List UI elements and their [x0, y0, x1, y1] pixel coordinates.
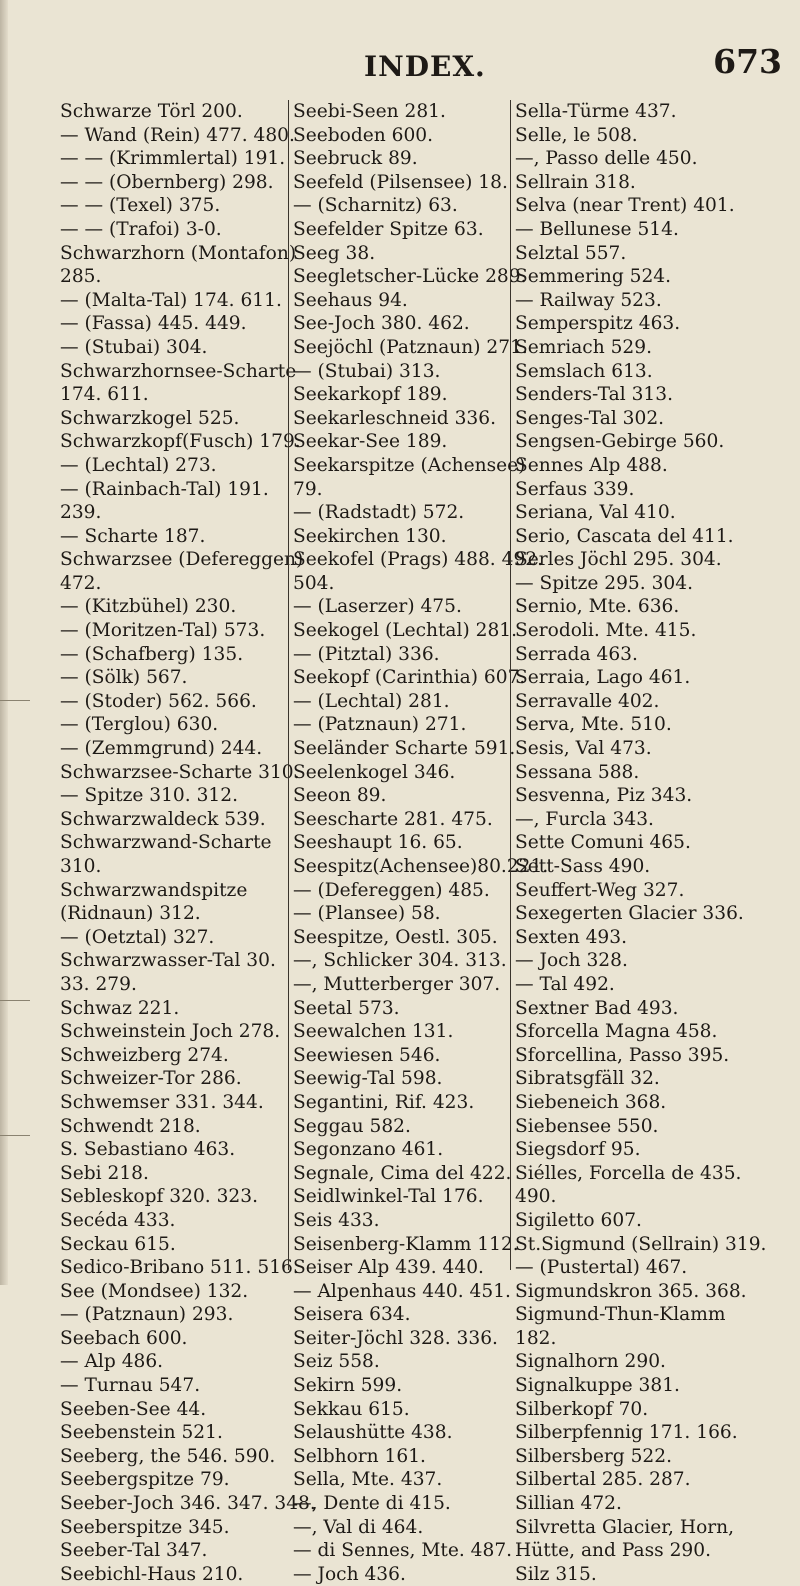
index-entry: Seewalchen 131. — [293, 1021, 454, 1043]
index-entry: —, Schlicker 304. 313. — [293, 950, 507, 972]
index-entry: Seisera 634. — [293, 1304, 411, 1326]
index-entry: —, Dente di 415. — [293, 1493, 451, 1515]
index-entry: Serraia, Lago 461. — [515, 667, 691, 689]
index-entry: Silz 315. — [515, 1563, 597, 1585]
index-entry: Seespitze, Oestl. 305. — [293, 926, 498, 948]
index-entry: — Bellunese 514. — [515, 218, 679, 240]
index-entry: Serio, Cascata del 411. — [515, 525, 734, 547]
index-entry: Selbhorn 161. — [293, 1445, 426, 1467]
index-entry: — — (Texel) 375. — [60, 195, 221, 217]
index-entry: Semslach 613. — [515, 360, 653, 382]
index-entry: Seebichl-Haus 210. — [60, 1563, 244, 1585]
index-entry: Seiser Alp 439. 440. — [293, 1257, 484, 1279]
index-entry: — (Plansee) 58. — [293, 903, 441, 925]
index-entry: 33. 279. — [60, 973, 137, 995]
index-entry: Seegletscher-Lücke 289. — [293, 266, 527, 288]
index-entry: Sekirn 599. — [293, 1375, 403, 1397]
index-entry: Schwarzhornsee-Scharte — [60, 360, 297, 382]
index-entry: Seeshaupt 16. 65. — [293, 832, 463, 854]
index-entry: — (Patznaun) 271. — [293, 714, 467, 736]
index-entry: — Spitze 295. 304. — [515, 572, 693, 594]
index-entry: — Turnau 547. — [60, 1375, 201, 1397]
index-entry: Selva (near Trent) 401. — [515, 195, 735, 217]
index-entry: Seebergspitze 79. — [60, 1469, 230, 1491]
index-entry: — (Pustertal) 467. — [515, 1257, 688, 1279]
margin-mark — [0, 700, 30, 701]
index-entry: —, Passo delle 450. — [515, 148, 698, 170]
index-entry: Schwarzsee (Defereggen) — [60, 549, 304, 571]
index-entry: Sedico-Bribano 511. 516. — [60, 1257, 299, 1279]
index-entry: Sexten 493. — [515, 926, 627, 948]
index-entry: — — (Krimmlertal) 191. — [60, 148, 286, 170]
index-entry: Seefeld (Pilsensee) 18. — [293, 171, 508, 193]
index-entry: Serfaus 339. — [515, 478, 635, 500]
index-entry: — (Pitztal) 336. — [293, 643, 440, 665]
index-entry: Sillian 472. — [515, 1493, 622, 1515]
index-entry: — — (Trafoi) 3-0. — [60, 218, 222, 240]
index-entry: Schweinstein Joch 278. — [60, 1021, 281, 1043]
index-column-3 — [510, 100, 799, 1585]
index-entry: Schwarzwand-Scharte — [60, 832, 272, 854]
index-entry: Seggau 582. — [293, 1115, 411, 1137]
index-entry: Seekirchen 130. — [293, 525, 447, 547]
index-entry: Signalhorn 290. — [515, 1351, 666, 1373]
index-entry: Sengsen-Gebirge 560. — [515, 431, 725, 453]
running-head: INDEX. — [364, 50, 486, 83]
index-entry: Seis 433. — [293, 1209, 380, 1231]
index-entry: Sigiletto 607. — [515, 1209, 642, 1231]
index-entry: Schwarzwaldeck 539. — [60, 808, 266, 830]
index-entry: Sette Comuni 465. — [515, 832, 691, 854]
index-entry: — Spitze 310. 312. — [60, 785, 238, 807]
index-entry: Siegsdorf 95. — [515, 1139, 641, 1161]
index-entry: Sesis, Val 473. — [515, 738, 652, 760]
index-entry: 285. — [60, 266, 102, 288]
index-entry: Seebruck 89. — [293, 148, 418, 170]
index-entry: Sigmundskron 365. 368. — [515, 1280, 747, 1302]
index-entry: Segnale, Cima del 422. — [293, 1162, 512, 1184]
index-entry: Seewiesen 546. — [293, 1044, 441, 1066]
index-entry: — Tal 492. — [515, 973, 615, 995]
page-binding-edge — [0, 0, 8, 1285]
index-entry: Seiter-Jöchl 328. 336. — [293, 1327, 498, 1349]
index-entry: 239. — [60, 502, 102, 524]
index-entry: Seekarspitze (Achensee) — [293, 454, 526, 476]
index-entry: — (Laserzer) 475. — [293, 596, 462, 618]
index-entry: Semriach 529. — [515, 336, 652, 358]
index-entry: — Alpenhaus 440. 451. — [293, 1280, 511, 1302]
index-entry: Seekarkopf 189. — [293, 384, 448, 406]
index-entry: Schweizer-Tor 286. — [60, 1068, 242, 1090]
index-entry: — (Moritzen-Tal) 573. — [60, 620, 266, 642]
index-entry: Seebi-Seen 281. — [293, 101, 446, 122]
index-entry: Senders-Tal 313. — [515, 384, 673, 406]
index-entry: — (Scharnitz) 63. — [293, 195, 458, 217]
index-entry: Seeber-Joch 346. 347. 348. — [60, 1493, 316, 1515]
index-entry: Schwarzwasser-Tal 30. — [60, 950, 276, 972]
index-entry: Schwaz 221. — [60, 997, 180, 1019]
index-entry: See (Mondsee) 132. — [60, 1280, 249, 1302]
index-entry: Seefelder Spitze 63. — [293, 218, 484, 240]
index-entry: Segantini, Rif. 423. — [293, 1091, 475, 1113]
index-entry: Seespitz(Achensee)80.221. — [293, 856, 549, 877]
index-entry: Seehaus 94. — [293, 289, 408, 311]
index-entry: Schwarze Törl 200. — [60, 101, 243, 122]
margin-mark — [0, 1000, 30, 1001]
index-entry: Seisenberg-Klamm 112. — [293, 1233, 519, 1255]
index-entry: Seekogel (Lechtal) 281. — [293, 620, 518, 642]
index-entry: — (Fassa) 445. 449. — [60, 313, 247, 335]
index-entry: Seebach 600. — [60, 1327, 188, 1349]
index-entry: Silvretta Glacier, Horn, — [515, 1516, 735, 1538]
index-entry: Sernio, Mte. 636. — [515, 596, 680, 618]
index-entry: — (Lechtal) 273. — [60, 454, 217, 476]
index-entry: 490. — [515, 1186, 557, 1208]
index-entry: Serrada 463. — [515, 643, 638, 665]
index-entry: Serles Jöchl 295. 304. — [515, 549, 722, 571]
index-entry: Schwarzsee-Scharte 310. — [60, 761, 300, 783]
index-entry: Sekkau 615. — [293, 1398, 410, 1420]
index-entry: Sforcellina, Passo 395. — [515, 1044, 730, 1066]
index-entry: Schweizberg 274. — [60, 1044, 229, 1066]
index-entry: Selztal 557. — [515, 242, 627, 264]
index-entry: — (Patznaun) 293. — [60, 1304, 234, 1326]
index-entry: Seuffert-Weg 327. — [515, 879, 685, 901]
index-entry: Sella, Mte. 437. — [293, 1469, 443, 1491]
index-entry: — (Stoder) 562. 566. — [60, 690, 257, 712]
index-entry: — (Stubai) 313. — [293, 360, 441, 382]
index-entry: 310. — [60, 856, 102, 877]
index-entry: Seeberspitze 345. — [60, 1516, 230, 1538]
index-entry: — (Lechtal) 281. — [293, 690, 450, 712]
index-entry: Senges-Tal 302. — [515, 407, 665, 429]
index-entry: Sextner Bad 493. — [515, 997, 679, 1019]
index-entry: Sebi 218. — [60, 1162, 149, 1184]
index-entry: — (Rainbach-Tal) 191. — [60, 478, 269, 500]
index-entry: — (Zemmgrund) 244. — [60, 738, 263, 760]
index-entry: Seetal 573. — [293, 997, 400, 1019]
index-entry: Selle, le 508. — [515, 124, 638, 146]
index-entry: Sibratsgfäll 32. — [515, 1068, 660, 1090]
index-entry: — Wand (Rein) 477. 480. — [60, 124, 295, 146]
index-entry: Sigmund-Thun-Klamm — [515, 1304, 726, 1326]
index-entry: Semmering 524. — [515, 266, 672, 288]
index-entry: S. Sebastiano 463. — [60, 1139, 236, 1161]
index-entry: (Ridnaun) 312. — [60, 903, 201, 925]
index-entry: Schwemser 331. 344. — [60, 1091, 264, 1113]
index-entry: Silberpfennig 171. 166. — [515, 1422, 738, 1444]
index-entry: — (Schafberg) 135. — [60, 643, 244, 665]
index-entry: 79. — [293, 478, 323, 500]
index-entry: 504. — [293, 572, 335, 594]
index-entry: Seeberg, the 546. 590. — [60, 1445, 276, 1467]
index-entry: Hütte, and Pass 290. — [515, 1540, 711, 1562]
index-entry: Seebenstein 521. — [60, 1422, 223, 1444]
index-entry: —, Furcla 343. — [515, 808, 654, 830]
index-entry: Sexegerten Glacier 336. — [515, 903, 744, 925]
index-entry: Seiz 558. — [293, 1351, 380, 1373]
index-entry: Seriana, Val 410. — [515, 502, 676, 524]
index-entry: Segonzano 461. — [293, 1139, 444, 1161]
index-entry: Sebleskopf 320. 323. — [60, 1186, 259, 1208]
margin-mark — [0, 1135, 30, 1136]
index-entry: Sennes Alp 488. — [515, 454, 668, 476]
index-entry: Sesvenna, Piz 343. — [515, 785, 693, 807]
index-entry: Seeländer Scharte 591. — [293, 738, 516, 760]
index-entry: — (Kitzbühel) 230. — [60, 596, 237, 618]
index-entry: —, Mutterberger 307. — [293, 973, 501, 995]
index-entry: Siebensee 550. — [515, 1115, 659, 1137]
index-entry: Schwarzkogel 525. — [60, 407, 240, 429]
index-entry: Seekopf (Carinthia) 607. — [293, 667, 526, 689]
index-entry: Sett-Sass 490. — [515, 856, 651, 877]
index-entry: Seeber-Tal 347. — [60, 1540, 208, 1562]
index-entry: Seeg 38. — [293, 242, 376, 264]
index-entry: — (Sölk) 567. — [60, 667, 188, 689]
index-entry: — Joch 436. — [293, 1563, 406, 1585]
index-entry: Seeboden 600. — [293, 124, 434, 146]
index-entry: —, Val di 464. — [293, 1516, 424, 1538]
index-entry: — (Malta-Tal) 174. 611. — [60, 289, 282, 311]
index-entry: — — (Obernberg) 298. — [60, 171, 274, 193]
index-entry: 182. — [515, 1327, 557, 1349]
index-entry: Sessana 588. — [515, 761, 640, 783]
index-entry: Seekarleschneid 336. — [293, 407, 497, 429]
index-entry: Serva, Mte. 510. — [515, 714, 672, 736]
index-entry: — Scharte 187. — [60, 525, 206, 547]
page-number: 673 — [713, 42, 782, 81]
index-entry: — (Oetztal) 327. — [60, 926, 215, 948]
index-entry: Seekofel (Prags) 488. 492. — [293, 549, 544, 571]
index-entry: St.Sigmund (Sellrain) 319. — [515, 1233, 767, 1255]
index-entry: Sella-Türme 437. — [515, 101, 677, 122]
index-entry: Schwarzkopf(Fusch) 179. — [60, 431, 301, 453]
index-entry: 174. 611. — [60, 384, 149, 406]
index-entry: Signalkuppe 381. — [515, 1375, 680, 1397]
index-entry: — Alp 486. — [60, 1351, 164, 1373]
index-entry: Seejöchl (Patznaun) 271. — [293, 336, 528, 358]
index-entry: — Joch 328. — [515, 950, 628, 972]
index-entry: Serravalle 402. — [515, 690, 660, 712]
index-entry: Sforcella Magna 458. — [515, 1021, 718, 1043]
index-entry: Seeon 89. — [293, 785, 387, 807]
index-entry: — di Sennes, Mte. 487. — [293, 1540, 513, 1562]
index-entry: Siélles, Forcella de 435. — [515, 1162, 742, 1184]
index-entry: Seelenkogel 346. — [293, 761, 456, 783]
index-entry: Sellrain 318. — [515, 171, 636, 193]
index-entry: Secéda 433. — [60, 1209, 176, 1231]
index-entry: Seewig-Tal 598. — [293, 1068, 443, 1090]
index-entry: Silberkopf 70. — [515, 1398, 649, 1420]
index-entry: Seekar-See 189. — [293, 431, 448, 453]
index-entry: — (Defereggen) 485. — [293, 879, 490, 901]
index-entry: Silbersberg 522. — [515, 1445, 672, 1467]
index-entry: Seescharte 281. 475. — [293, 808, 493, 830]
index-entry: See-Joch 380. 462. — [293, 313, 470, 335]
index-entry: Schwendt 218. — [60, 1115, 201, 1137]
index-entry: 472. — [60, 572, 102, 594]
index-entry: — (Stubai) 304. — [60, 336, 208, 358]
index-entry: Schwarzhorn (Montafon) — [60, 242, 297, 264]
index-entry: — (Terglou) 630. — [60, 714, 219, 736]
index-entry: — Railway 523. — [515, 289, 662, 311]
index-entry: Serodoli. Mte. 415. — [515, 620, 697, 642]
index-entry: Seckau 615. — [60, 1233, 176, 1255]
index-entry: Seeben-See 44. — [60, 1398, 207, 1420]
index-entry: Semperspitz 463. — [515, 313, 681, 335]
index-entry: Silbertal 285. 287. — [515, 1469, 691, 1491]
index-entry: Seidlwinkel-Tal 176. — [293, 1186, 484, 1208]
index-entry: Selaushütte 438. — [293, 1422, 453, 1444]
index-entry: Schwarzwandspitze — [60, 879, 248, 901]
index-entry: Siebeneich 368. — [515, 1091, 667, 1113]
index-entry: — (Radstadt) 572. — [293, 502, 465, 524]
